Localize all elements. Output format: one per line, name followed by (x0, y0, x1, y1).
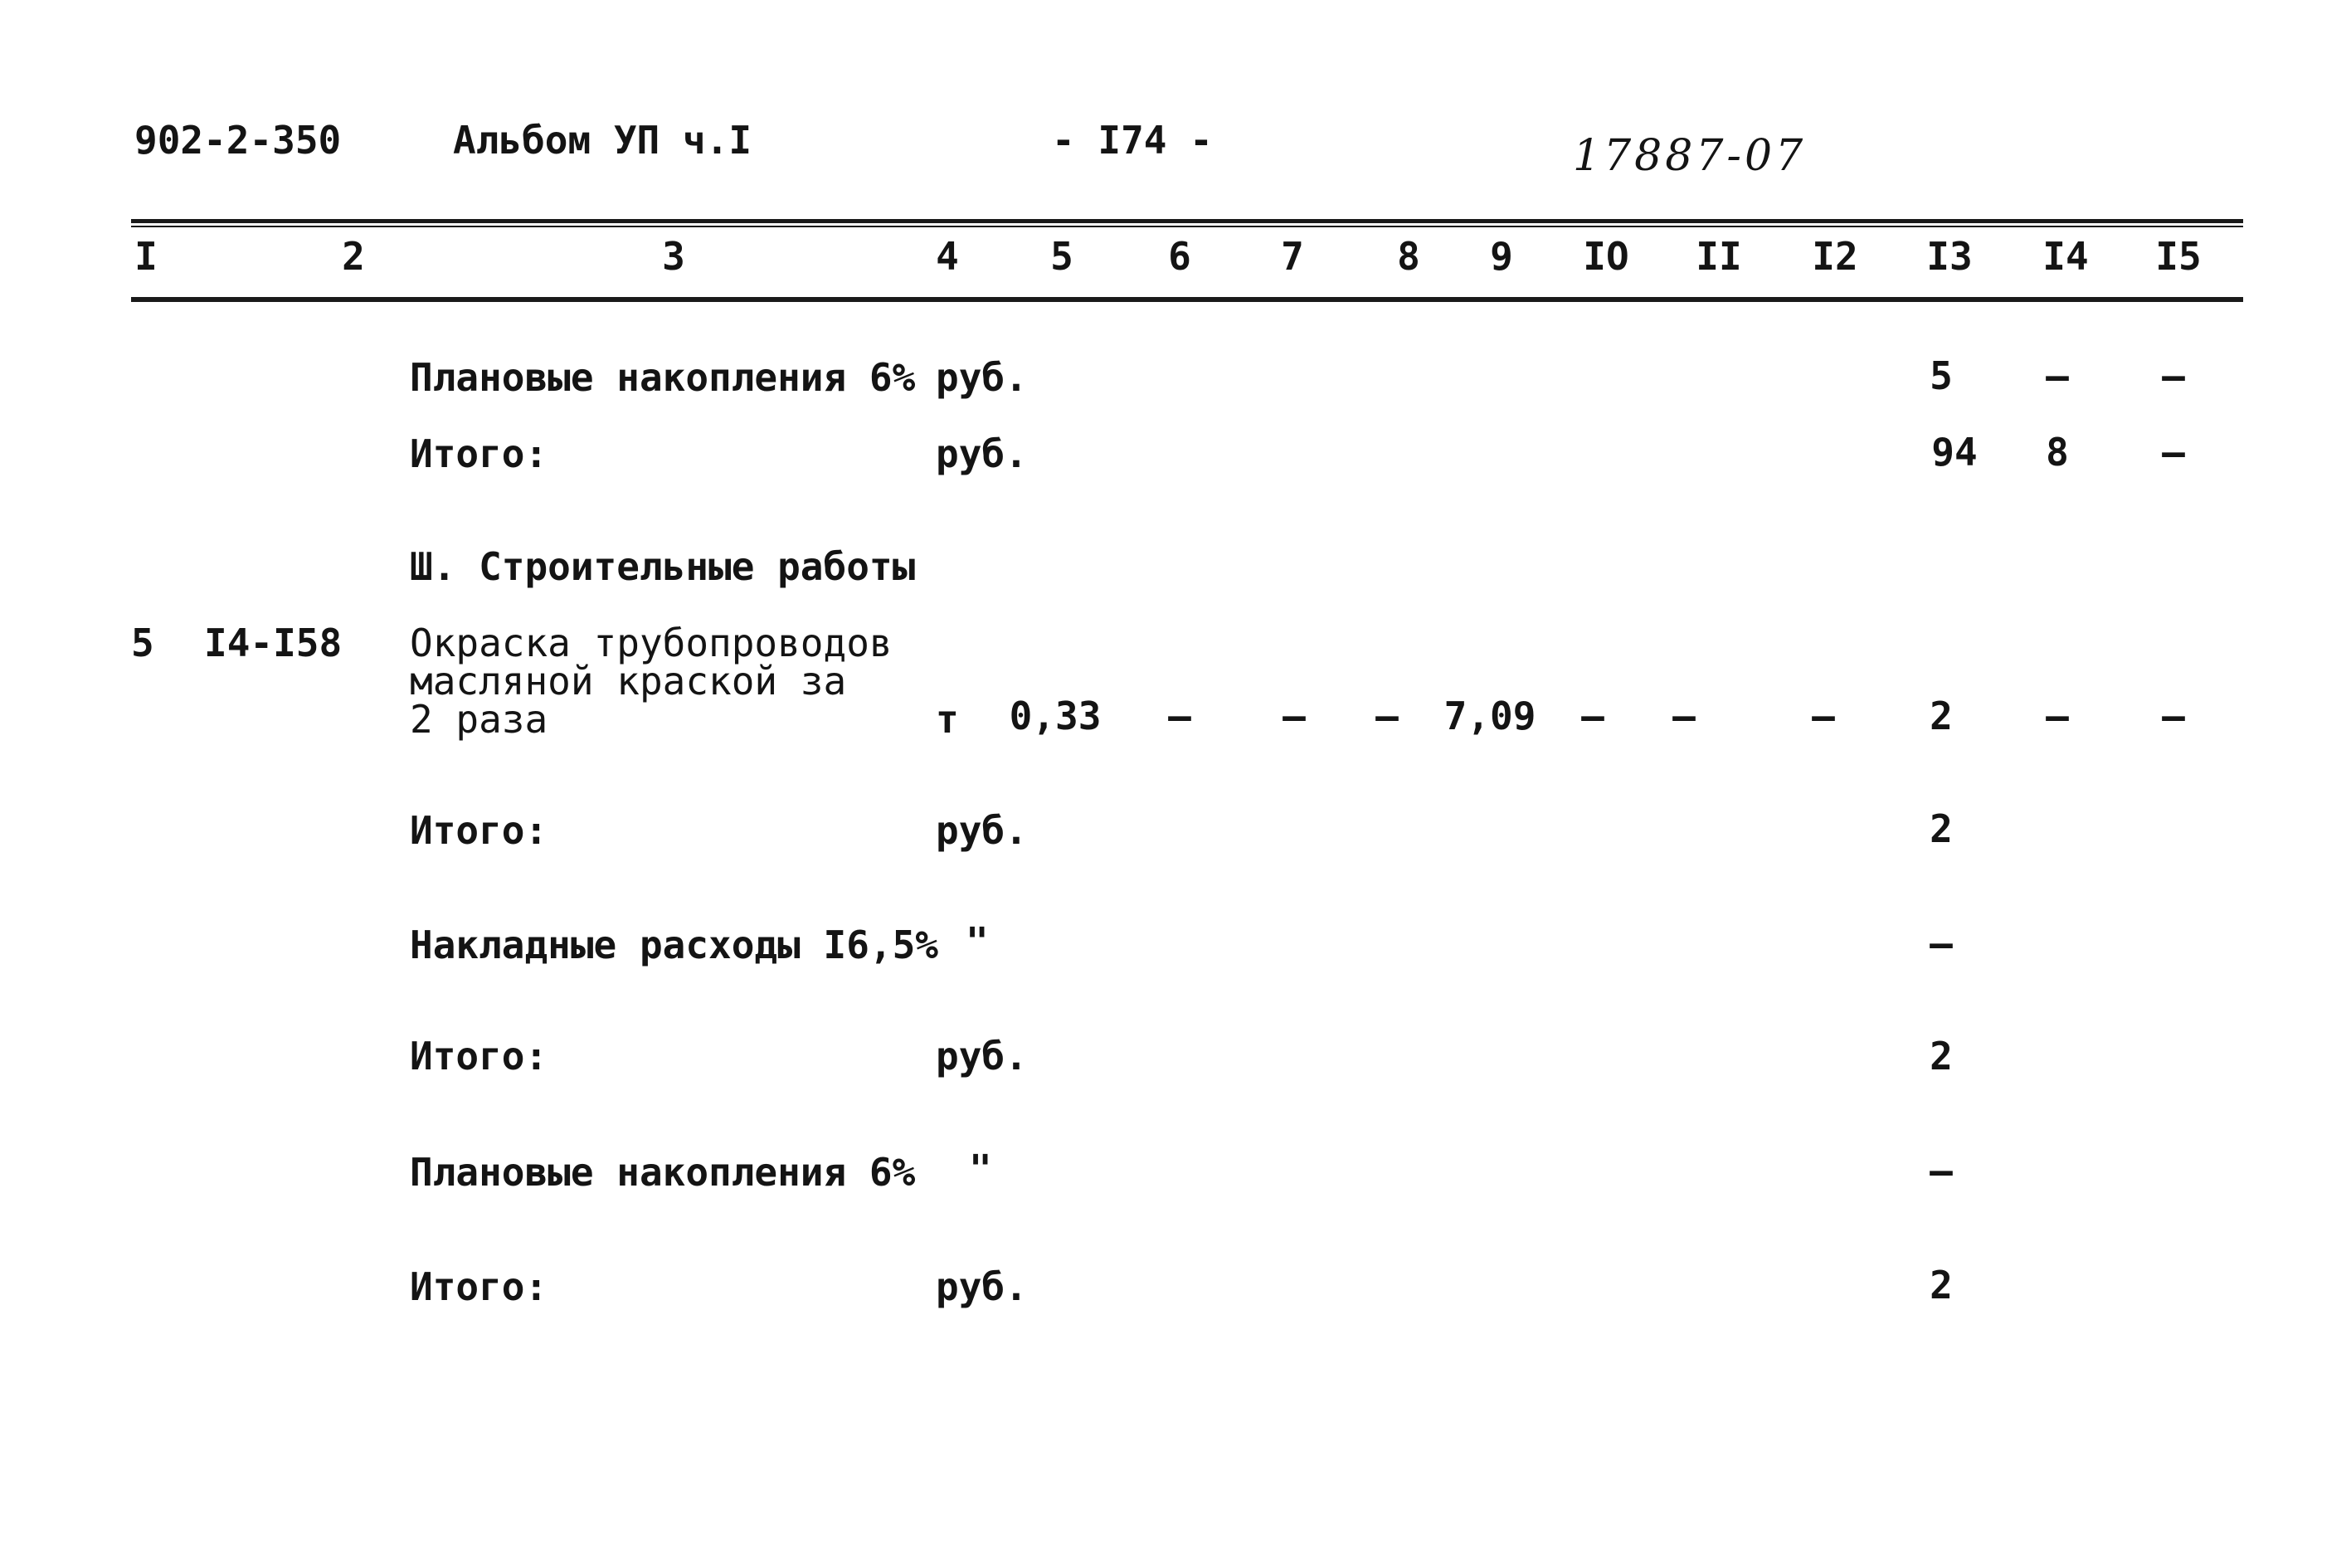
cell-c11: – (1672, 694, 1696, 738)
cell-c12: – (1812, 694, 1835, 738)
cell-c13: 5 (1930, 353, 1953, 398)
column-header: 5 (1050, 234, 1073, 279)
row-name: Итого: (410, 1264, 548, 1309)
header-bottom-rule (131, 297, 2243, 302)
album-label: Альбом УП ч.I (453, 118, 752, 163)
column-header: 3 (662, 234, 685, 279)
row-unit: руб. (936, 1034, 1028, 1079)
column-header: 8 (1397, 234, 1420, 279)
cell-c5: 0,33 (1009, 694, 1102, 738)
row-name: Итого: (410, 808, 548, 853)
column-header: I (134, 234, 158, 279)
column-header: I4 (2042, 234, 2089, 279)
row-unit: руб. (936, 355, 1028, 400)
column-header: I5 (2155, 234, 2202, 279)
row-unit: руб. (936, 1264, 1028, 1309)
column-header: 6 (1168, 234, 1191, 279)
column-header: 4 (936, 234, 959, 279)
item-name-line: масляной краской за (410, 659, 847, 704)
row-unit: " (966, 919, 989, 964)
cell-c14: – (2046, 694, 2069, 738)
cell-c7: – (1283, 694, 1306, 738)
cell-c14: 8 (2046, 430, 2069, 475)
cell-c13: 2 (1930, 806, 1953, 851)
project-code: 902-2-350 (134, 118, 342, 163)
column-header: 2 (342, 234, 365, 279)
item-unit: т (936, 697, 959, 742)
column-header: I3 (1926, 234, 1973, 279)
cell-c13: 94 (1931, 430, 1978, 475)
row-unit: руб. (936, 431, 1028, 476)
cell-c13: 2 (1930, 694, 1953, 738)
row-name: Итого: (410, 431, 548, 476)
row-unit: " (969, 1147, 992, 1191)
row-unit: руб. (936, 808, 1028, 853)
cell-c9: 7,09 (1443, 694, 1536, 738)
header-top-rule-thin (131, 226, 2243, 227)
row-name: Плановые накопления 6% (410, 1150, 916, 1195)
item-number: 5 (131, 621, 154, 665)
item-name-line: Окраска трубопроводов (410, 621, 893, 665)
cell-c13: – (1930, 921, 1953, 966)
cell-c13: 2 (1930, 1034, 1953, 1079)
row-name: Итого: (410, 1034, 548, 1079)
cell-c15: – (2162, 430, 2185, 475)
section-heading: Ш. Строительные работы (410, 544, 916, 589)
cell-c8: – (1375, 694, 1399, 738)
item-code: I4-I58 (204, 621, 343, 665)
column-header: II (1696, 234, 1742, 279)
row-name: Плановые накопления 6% (410, 355, 916, 400)
cell-c13: – (1930, 1148, 1953, 1193)
column-header: I2 (1812, 234, 1858, 279)
cell-c10: – (1581, 694, 1604, 738)
column-header: 7 (1281, 234, 1304, 279)
handwritten-number: 17887-07 (1573, 131, 1807, 181)
cell-c13: 2 (1930, 1263, 1953, 1307)
row-name: Накладные расходы I6,5% (410, 923, 938, 967)
header-top-rule (131, 219, 2243, 223)
column-header: IO (1583, 234, 1629, 279)
item-name-line: 2 раза (410, 697, 548, 742)
cell-c14: – (2046, 353, 2069, 398)
cell-c15: – (2162, 353, 2185, 398)
cell-c6: – (1168, 694, 1191, 738)
column-header: 9 (1490, 234, 1513, 279)
page-number: - I74 - (1052, 118, 1213, 163)
cell-c15: – (2162, 694, 2185, 738)
